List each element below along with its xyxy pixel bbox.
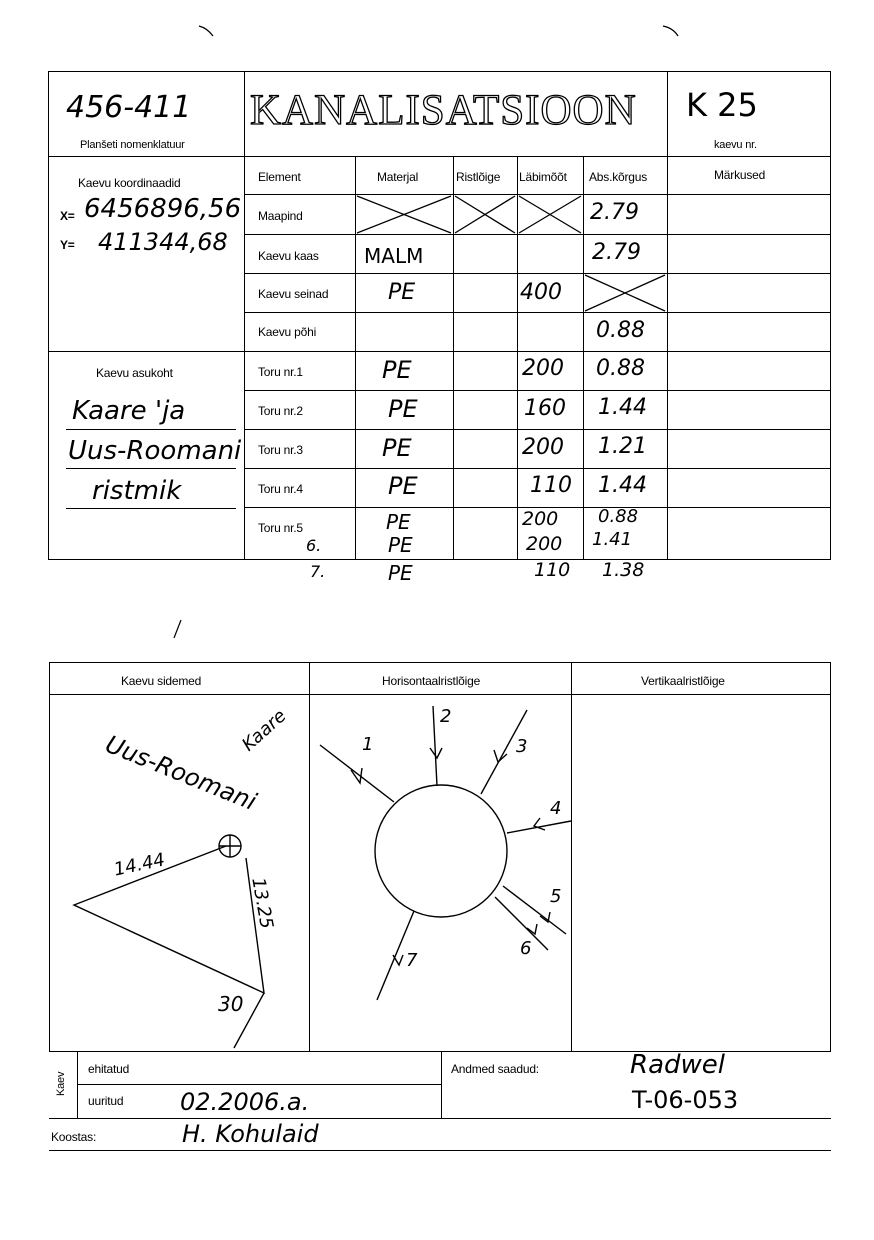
horizontal-panel-label: Horisontaalristlõige	[382, 674, 481, 688]
row-diameter: 160	[524, 396, 566, 421]
row-material: PE	[388, 395, 418, 423]
row5-material: PE	[386, 510, 411, 534]
col-header-section: Ristlõige	[456, 170, 501, 184]
row-diameter: 200	[522, 356, 564, 381]
row6-diameter: 200	[526, 533, 563, 555]
row6-number: 6.	[306, 536, 322, 555]
built-label: ehitatud	[88, 1062, 130, 1076]
pipe-4	[507, 821, 571, 833]
row-diameter: 400	[520, 280, 562, 305]
row7-material: PE	[388, 561, 413, 585]
row-element: Kaevu põhi	[258, 325, 317, 339]
sketch-street-1: Uus-Roomani	[101, 730, 261, 816]
pipe-2	[433, 706, 437, 786]
vertical-panel-label: Vertikaalristlõige	[641, 674, 725, 688]
location-label: Kaevu asukoht	[96, 366, 173, 380]
sketch-distance-1: 14.44	[112, 849, 167, 881]
pipe-label-3: 3	[516, 736, 528, 757]
row-element: Toru nr.5	[258, 521, 303, 535]
row-element: Toru nr.4	[258, 482, 303, 496]
row-diameter: 200	[522, 435, 564, 460]
row7-number: 7.	[310, 562, 326, 581]
y-prefix: Y=	[60, 238, 75, 252]
row-element: Kaevu seinad	[258, 287, 329, 301]
page-title: KANALISATSIOON	[250, 87, 637, 134]
row-diameter: 110	[530, 473, 572, 498]
pipe-label-7: 7	[406, 950, 418, 971]
pipe-6-arrow-icon	[527, 924, 537, 934]
col-header-element: Element	[258, 170, 301, 184]
surveyed-value: 02.2006.a.	[180, 1088, 310, 1116]
row-element: Toru nr.1	[258, 365, 303, 379]
row5-diameter: 200	[522, 508, 559, 530]
x-coordinate: 6456896,56	[84, 194, 242, 224]
row-abs: 1.44	[598, 395, 647, 420]
row-abs: 2.79	[590, 200, 639, 225]
row-abs: 1.44	[598, 473, 647, 498]
data-source-value-2: T-06-053	[632, 1086, 739, 1114]
row-element: Maapind	[258, 209, 303, 223]
pipe-label-6: 6	[520, 938, 532, 959]
well-number: K 25	[686, 86, 758, 124]
pipe-3-arrow-icon	[494, 750, 507, 762]
pipe-label-1: 1	[362, 734, 374, 755]
row6-material: PE	[388, 533, 413, 557]
row-material: MALM	[364, 244, 424, 268]
ties-panel-label: Kaevu sidemed	[121, 674, 202, 688]
surveyed-label: uuritud	[88, 1094, 124, 1108]
location-line-2: Uus-Roomani	[68, 436, 242, 466]
row-material: PE	[388, 472, 418, 500]
col-header-material: Materjal	[377, 170, 419, 184]
row7-diameter: 110	[534, 559, 571, 581]
coordinates-label: Kaevu koordinaadid	[78, 176, 181, 190]
sheet-number-label: Planšeti nomenklatuur	[80, 139, 185, 151]
row-material: PE	[388, 280, 416, 305]
x-prefix: X=	[60, 209, 75, 223]
y-coordinate: 411344,68	[98, 228, 228, 256]
row-abs: 1.21	[598, 434, 647, 459]
pipe-1	[320, 745, 394, 802]
row6-abs: 1.41	[592, 529, 633, 550]
sketch-distance-2: 13.25	[247, 876, 277, 931]
compiled-value: H. Kohulaid	[182, 1120, 319, 1148]
manhole-circle	[375, 785, 507, 917]
location-line-1: Kaare 'ja	[72, 396, 186, 426]
pipe-7-arrow-icon	[393, 955, 403, 965]
row-abs: 0.88	[596, 356, 645, 381]
location-line-3: ristmik	[92, 476, 182, 506]
data-source-label: Andmed saadud:	[451, 1062, 539, 1076]
row-element: Toru nr.2	[258, 404, 303, 418]
col-header-diameter: Läbimõõt	[519, 170, 567, 184]
row-material: PE	[382, 356, 412, 384]
compiled-label: Koostas:	[51, 1130, 97, 1144]
row-element: Kaevu kaas	[258, 249, 319, 263]
col-header-abs: Abs.kõrgus	[589, 170, 648, 184]
data-source-value-1: Radwel	[630, 1050, 725, 1080]
row-material: PE	[382, 434, 412, 462]
sketch-street-2: Kaare	[238, 705, 291, 756]
pipe-5-arrow-icon	[540, 912, 550, 922]
pipe-label-4: 4	[550, 798, 562, 819]
row5-abs: 0.88	[598, 506, 639, 527]
pipe-label-2: 2	[440, 706, 452, 727]
pipe-label-5: 5	[550, 886, 562, 907]
well-number-label: kaevu nr.	[714, 139, 757, 151]
sheet-number: 456-411	[66, 90, 192, 125]
row-abs: 0.88	[596, 318, 645, 343]
sketch-distance-3: 30	[218, 992, 244, 1016]
row-abs: 2.79	[592, 240, 641, 265]
row7-abs: 1.38	[602, 559, 645, 581]
col-header-notes: Märkused	[714, 168, 766, 182]
footer-side-label: Kaev	[55, 1071, 67, 1096]
row-element: Toru nr.3	[258, 443, 303, 457]
